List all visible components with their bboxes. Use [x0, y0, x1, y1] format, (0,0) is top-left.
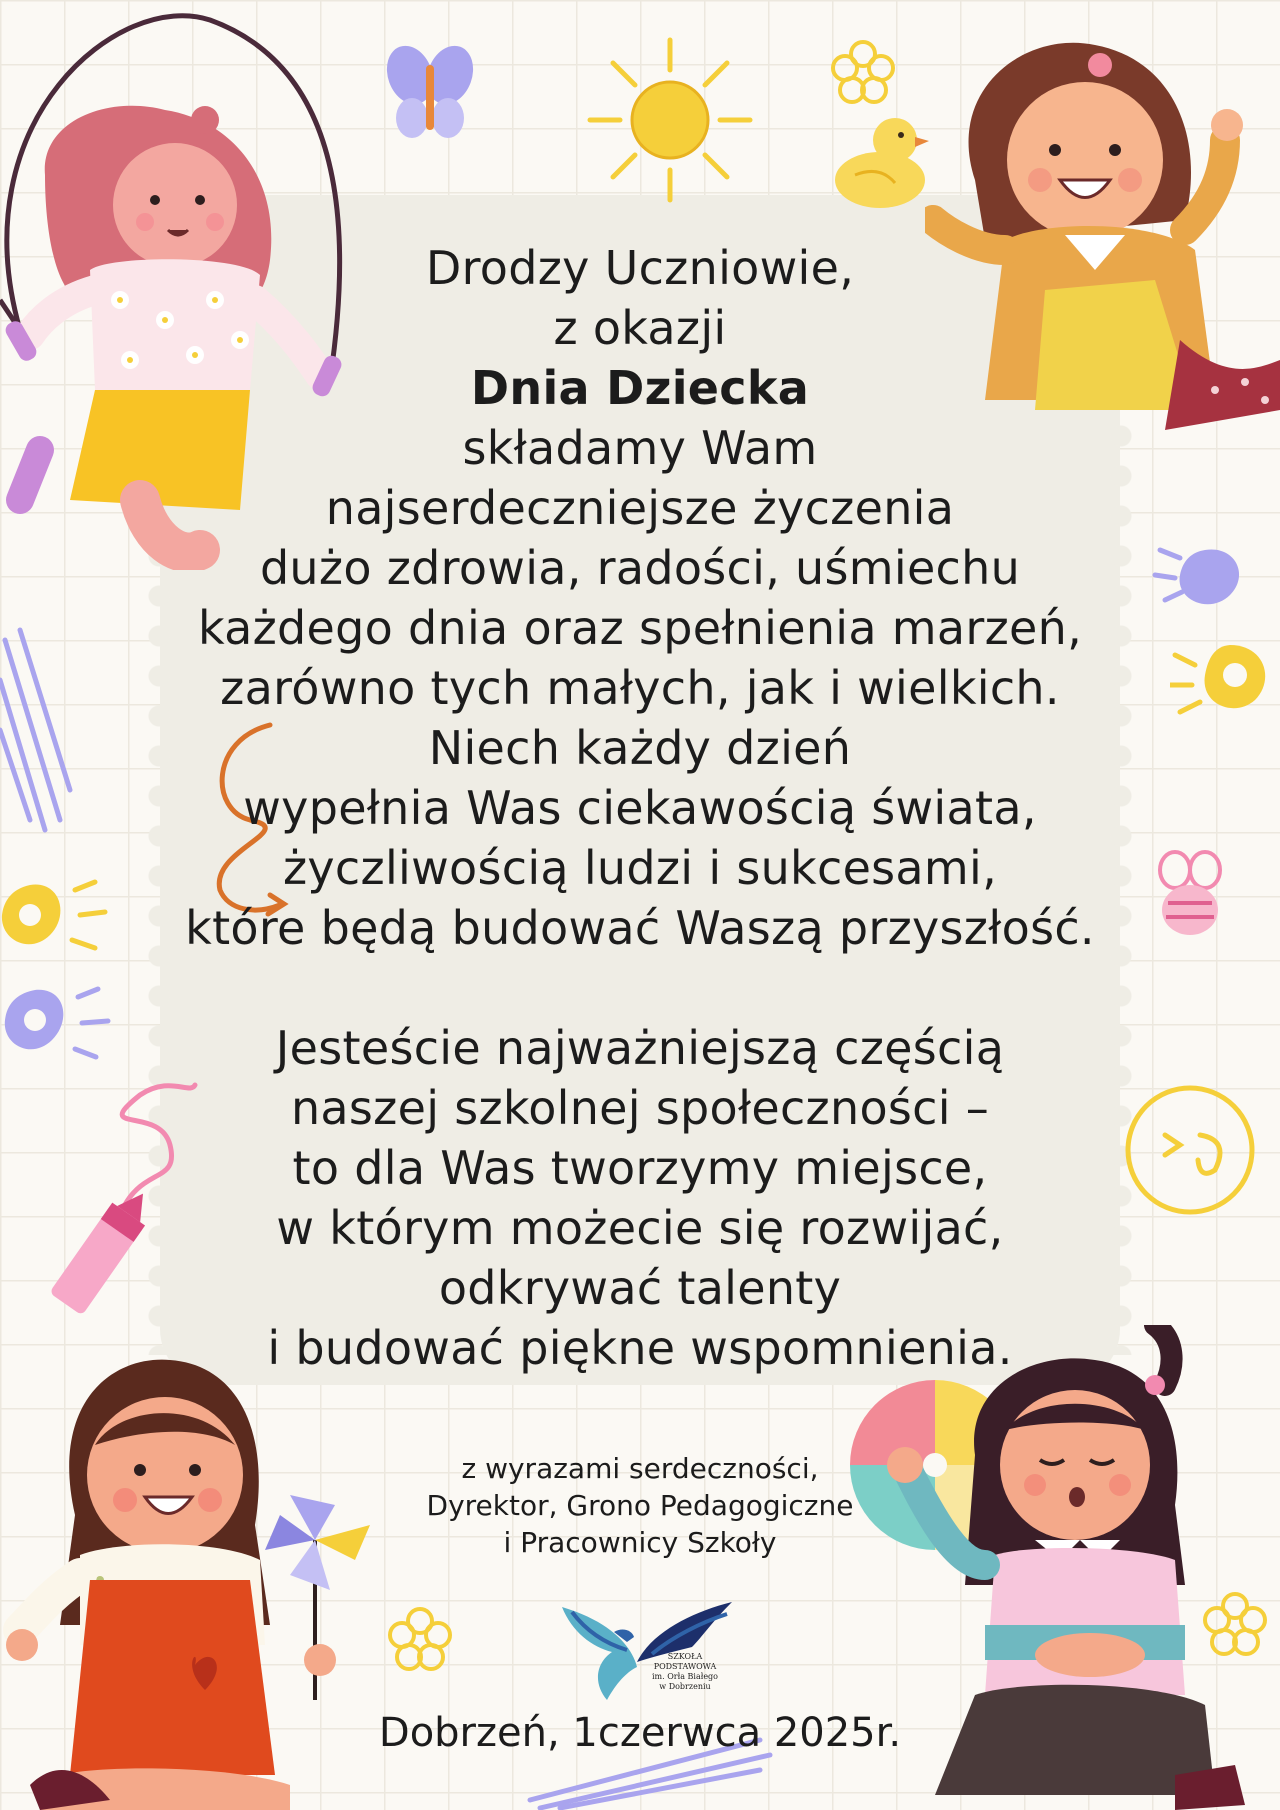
message-line: odkrywać talenty: [438, 1261, 842, 1315]
flower-icon: [385, 1605, 455, 1675]
greeting-salutation: Drodzy Uczniowie,: [425, 241, 855, 295]
message-line: w którym możecie się rozwijać,: [276, 1201, 1004, 1255]
occasion-title: Dnia Dziecka: [470, 361, 810, 415]
message-line: najserdeczniejsze życzenia: [325, 481, 955, 535]
bee-icon: [1150, 845, 1230, 945]
place-and-date: Dobrzeń, 1czerwca 2025r.: [378, 1710, 902, 1756]
message-line: Niech każdy dzień: [428, 721, 852, 775]
smiley-face-icon: [1120, 1080, 1260, 1220]
message-line: Jesteście najważniejszą częścią: [275, 1021, 1005, 1075]
message-line: to dla Was tworzymy miejsce,: [292, 1141, 988, 1195]
signature-line: Dyrektor, Grono Pedagogiczne: [426, 1489, 854, 1522]
duck-icon: [825, 105, 935, 215]
school-logo-line: w Dobrzeniu: [659, 1682, 711, 1691]
signature: [300, 1450, 980, 1561]
scribble-icon: [0, 620, 80, 840]
message-line: dużo zdrowia, radości, uśmiechu: [259, 541, 1021, 595]
flower-icon: [828, 38, 898, 108]
message-line: zarówno tych małych, jak i wielkich.: [220, 661, 1060, 715]
paragraph-gap: [140, 958, 1140, 1018]
signature-line: z wyrazami serdeczności,: [461, 1452, 819, 1485]
message-line: które będą budować Waszą przyszłość.: [185, 901, 1095, 955]
butterfly-icon: [380, 40, 480, 150]
message-line: każdego dnia oraz spełnienia marzeń,: [197, 601, 1083, 655]
signature-line: i Pracownicy Szkoły: [503, 1526, 777, 1559]
message-line: i budować piękne wspomnienia.: [267, 1321, 1013, 1375]
sun-icon: [580, 30, 760, 210]
message-line: z okazji: [553, 301, 727, 355]
handprint-icon: [0, 975, 120, 1075]
handprint-icon: [1170, 630, 1280, 730]
message-line: naszej szkolnej społeczności –: [290, 1081, 990, 1135]
school-logo-line: SZKOŁA PODSTAWOWA: [653, 1652, 717, 1671]
school-logo-line: im. Orła Białego: [652, 1672, 718, 1681]
message-line: składamy Wam: [462, 421, 818, 475]
message-line: wypełnia Was ciekawością świata,: [243, 781, 1037, 835]
handprint-icon: [1150, 530, 1260, 630]
message-line: życzliwością ludzi i sukcesami,: [282, 841, 998, 895]
school-logo-text: [640, 1652, 730, 1692]
handprint-icon: [0, 870, 120, 970]
greeting-message: [140, 238, 1140, 1378]
